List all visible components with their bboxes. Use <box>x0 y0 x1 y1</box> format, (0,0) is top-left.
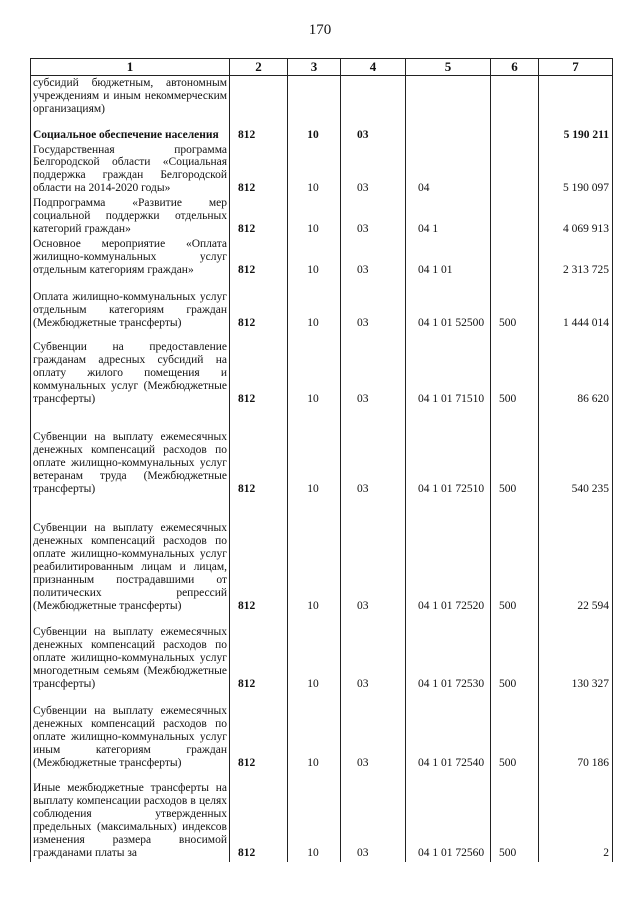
row-name: Оплата жилищно-коммунальных услуг отдельным категориям граждан (Межбюджетные трансферты) <box>31 279 230 332</box>
table-row <box>31 332 613 408</box>
table-header-row <box>31 59 613 76</box>
page-number: 170 <box>308 22 332 38</box>
row-expense-type: 500 <box>491 615 539 693</box>
row-target-article: 04 <box>406 144 491 198</box>
row-target-article: 04 1 01 <box>406 238 491 279</box>
row-target-article: 04 1 01 72510 <box>406 408 491 498</box>
row-subsection: 03 <box>341 118 406 144</box>
row-expense-type <box>491 197 539 238</box>
row-amount: 5 190 097 <box>539 144 613 198</box>
row-subsection: 03 <box>341 144 406 198</box>
row-expense-type: 500 <box>491 498 539 615</box>
row-name: Основное мероприятие «Оплата жилищно-коммунальных услуг отдельным категориям граждан» <box>31 238 230 279</box>
row-section: 10 <box>288 197 341 238</box>
row-name: Субвенции на выплату ежемесячных денежных компенсаций расходов по оплате жилищно-коммунальных услуг иным категориям граждан (Межбюджетные трансферты) <box>31 693 230 772</box>
row-grbs <box>230 76 288 118</box>
row-amount: 130 327 <box>539 615 613 693</box>
table-row <box>31 238 613 279</box>
row-amount: 22 594 <box>539 498 613 615</box>
row-grbs: 812 <box>230 197 288 238</box>
row-grbs: 812 <box>230 408 288 498</box>
table-row <box>31 76 613 118</box>
row-subsection <box>341 76 406 118</box>
row-grbs: 812 <box>230 144 288 198</box>
table-body <box>31 76 613 862</box>
row-grbs: 812 <box>230 332 288 408</box>
column-header-4: 4 <box>341 59 406 76</box>
row-subsection: 03 <box>341 408 406 498</box>
row-name: Подпрограмма «Развитие мер социальной поддержки отдельных категорий граждан» <box>31 197 230 238</box>
row-subsection: 03 <box>341 772 406 862</box>
row-name: Субвенции на предоставление гражданам адресных субсидий на оплату жилого помещения и коммунальных услуг (Межбюджетные трансферты) <box>31 332 230 408</box>
row-expense-type: 500 <box>491 772 539 862</box>
row-amount: 70 186 <box>539 693 613 772</box>
budget-table <box>30 58 613 862</box>
row-name: Социальное обеспечение населения <box>31 118 230 144</box>
row-expense-type: 500 <box>491 408 539 498</box>
row-name: Иные межбюджетные трансферты на выплату компенсации расходов в целях соблюдения утвержденных предельных (максимальных) индексов изменения размера вносимой гражданами платы за <box>31 772 230 862</box>
row-grbs: 812 <box>230 772 288 862</box>
row-target-article: 04 1 01 72520 <box>406 498 491 615</box>
row-section: 10 <box>288 118 341 144</box>
row-section: 10 <box>288 238 341 279</box>
row-section: 10 <box>288 772 341 862</box>
row-amount: 86 620 <box>539 332 613 408</box>
row-amount: 2 313 725 <box>539 238 613 279</box>
table-row <box>31 772 613 862</box>
column-header-7: 7 <box>539 59 613 76</box>
row-expense-type <box>491 118 539 144</box>
column-header-1: 1 <box>31 59 230 76</box>
row-section: 10 <box>288 615 341 693</box>
row-grbs: 812 <box>230 498 288 615</box>
row-target-article <box>406 118 491 144</box>
row-expense-type <box>491 76 539 118</box>
row-grbs: 812 <box>230 615 288 693</box>
row-target-article: 04 1 01 72530 <box>406 615 491 693</box>
column-header-6: 6 <box>491 59 539 76</box>
row-subsection: 03 <box>341 693 406 772</box>
row-target-article: 04 1 01 52500 <box>406 279 491 332</box>
row-section: 10 <box>288 408 341 498</box>
row-name: Субвенции на выплату ежемесячных денежных компенсаций расходов по оплате жилищно-коммунальных услуг ветеранам труда (Межбюджетные трансферты) <box>31 408 230 498</box>
row-section: 10 <box>288 693 341 772</box>
row-subsection: 03 <box>341 238 406 279</box>
row-expense-type: 500 <box>491 693 539 772</box>
table-row <box>31 144 613 198</box>
row-target-article <box>406 76 491 118</box>
row-section: 10 <box>288 332 341 408</box>
table-row <box>31 279 613 332</box>
row-amount: 2 <box>539 772 613 862</box>
row-name: Субвенции на выплату ежемесячных денежных компенсаций расходов по оплате жилищно-коммунальных услуг реабилитированным лицам и лицам, признанным пострадавшими от политических репрессий (Межбюджетные трансферты) <box>31 498 230 615</box>
row-amount: 5 190 211 <box>539 118 613 144</box>
row-grbs: 812 <box>230 693 288 772</box>
row-grbs: 812 <box>230 279 288 332</box>
row-section: 10 <box>288 279 341 332</box>
row-target-article: 04 1 <box>406 197 491 238</box>
row-subsection: 03 <box>341 498 406 615</box>
row-section: 10 <box>288 498 341 615</box>
table-row <box>31 408 613 498</box>
row-name: Государственная программа Белгородской области «Социальная поддержка граждан Белгородской области на 2014-2020 годы» <box>31 144 230 198</box>
table-row <box>31 498 613 615</box>
row-amount <box>539 76 613 118</box>
table-row <box>31 693 613 772</box>
column-header-2: 2 <box>230 59 288 76</box>
row-expense-type <box>491 238 539 279</box>
row-amount: 540 235 <box>539 408 613 498</box>
row-target-article: 04 1 01 72560 <box>406 772 491 862</box>
row-expense-type: 500 <box>491 279 539 332</box>
table-row <box>31 197 613 238</box>
row-expense-type <box>491 144 539 198</box>
row-grbs: 812 <box>230 238 288 279</box>
table-row <box>31 118 613 144</box>
row-amount: 1 444 014 <box>539 279 613 332</box>
row-grbs: 812 <box>230 118 288 144</box>
column-header-3: 3 <box>288 59 341 76</box>
row-target-article: 04 1 01 72540 <box>406 693 491 772</box>
row-section <box>288 76 341 118</box>
table-row <box>31 615 613 693</box>
column-header-5: 5 <box>406 59 491 76</box>
row-section: 10 <box>288 144 341 198</box>
row-subsection: 03 <box>341 615 406 693</box>
row-subsection: 03 <box>341 197 406 238</box>
row-name: Субвенции на выплату ежемесячных денежных компенсаций расходов по оплате жилищно-коммунальных услуг многодетным семьям (Межбюджетные трансферты) <box>31 615 230 693</box>
row-subsection: 03 <box>341 279 406 332</box>
row-amount: 4 069 913 <box>539 197 613 238</box>
row-target-article: 04 1 01 71510 <box>406 332 491 408</box>
row-name: субсидий бюджетным, автономным учреждениям и иным некоммерческим организациям) <box>31 76 230 118</box>
row-expense-type: 500 <box>491 332 539 408</box>
row-subsection: 03 <box>341 332 406 408</box>
